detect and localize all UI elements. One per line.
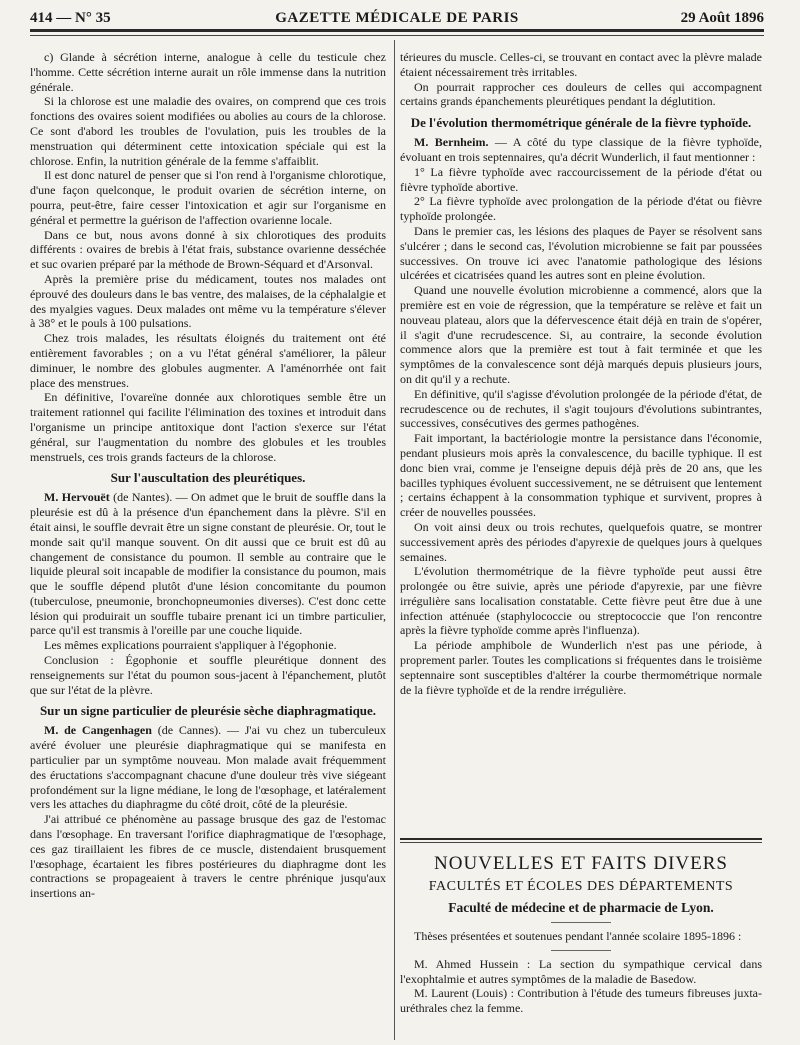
faculty-heading: Faculté de médecine et de pharmacie de Lyon. — [448, 900, 714, 915]
paragraph: L'évolution thermométrique de la fièvre typhoïde peut aussi être prolongée ou être suivie, après une période d'apyrexie, par une fièvre irrégulière sans localisation constatable. Cette fièvre peut être due à une infection atténuée (staphylococcie ou streptococcie que l'on rencontre après la fièvre typhoïde comme après l'influenza). — [400, 564, 762, 638]
news-subtitle: FACULTÉS ET ÉCOLES DES DÉPARTEMENTS — [428, 879, 734, 894]
paragraph: Si la chlorose est une maladie des ovaires, on comprend que ces trois fonctions des ovaires soient modifiées ou abolies au cours de la chlorose. Ce sont d'abord les troubles de l'ovulation, puis les troubles de la menstruation qui déterminent cette intoxication spéciale qui est la chlorose. Enfin, la nutrition générale de la femme s'affaiblit. — [30, 94, 386, 168]
section-title-pleuresie: Sur un signe particulier de pleurésie sèche diaphragmatique. — [39, 703, 377, 719]
paragraph-text: (de Nantes). — On admet que le bruit de souffle dans la pleurésie est dû à la présence d'un épanchement dans la plèvre. S'il en était ainsi, le souffle devrait être un signe constant de pleurésie. Or, tout le monde sait qu'il manque souvent. On dit aussi que ce bruit est dû au changement de consistance du poumon. Il semble au contraire que le liquide pleural soit incapable de modifier la consistance du poumon, mais que le souffle dépend plutôt d'une lésion concomitante du poumon (tuberculose, pneumonie, bronchopneumonies diverses). C'est donc cette lésion qui produirait un souffle tubaire prenant ici un timbre particulier, parce qu'il est transmis à l'oreille par une couche liquide. — [30, 490, 387, 638]
list-item: 1° La fièvre typhoïde avec raccourcissement de la période d'état ou fièvre typhoïde abortive. — [400, 164, 762, 194]
section-title-fievre-typhoide: De l'évolution thermométrique générale de la fièvre typhoïde. — [410, 115, 752, 131]
list-item: 2° La fièvre typhoïde avec prolongation de la période d'état ou fièvre typhoïde prolongée. — [400, 194, 762, 224]
paragraph-text: — A côté du type classique de la fièvre typhoïde, évoluant en trois septennaires, qu'a décrit Wunderlich, il faut mentionner : — [400, 135, 762, 164]
right-column — [400, 50, 762, 697]
short-divider — [551, 950, 611, 951]
issue-date: 29 Août 1896 — [680, 10, 764, 26]
news-rule-thick — [400, 838, 762, 840]
news-title: NOUVELLES ET FAITS DIVERS — [434, 853, 728, 874]
paragraph: Conclusion : Égophonie et souffle pleurétique donnent des renseignements sur l'état du poumon sous-jacent à l'épanchement, plutôt que sur l'état de la plèvre. — [30, 653, 386, 697]
paragraph: En définitive, l'ovareïne donnée aux chlorotiques semble être un traitement rationnel qui facilite l'élimination des toxines et introduit dans l'organisme un principe antitoxique dont l'action s'exerce sur l'état général, sur l'augmentation du nombre des globules et les troubles menstruels, ces trois grands facteurs de la chlorose. — [30, 390, 386, 464]
news-rule-thin — [400, 842, 762, 843]
short-divider — [551, 922, 611, 923]
speaker-name: M. Bernheim. — [414, 135, 489, 150]
paragraph: Les mêmes explications pourraient s'appliquer à l'égophonie. — [44, 638, 337, 653]
paragraph: On pourrait rapprocher ces douleurs de celles qui accompagnent certains grands épanchements pleurétiques pendant la déglutition. — [400, 79, 762, 109]
paragraph: Dans le premier cas, les lésions des plaques de Payer se résolvent sans s'ulcérer ; dans le second cas, l'évolution microbienne se fait par poussées successives. On trouve ici avec l'anatomie pathologique des lésions ulcérées et cicatrisées quand les autres sont en pleine évolution. — [400, 223, 762, 283]
paragraph: Il est donc naturel de penser que si l'on rend à l'organisme chlorotique, d'une façon quelconque, le produit ovarien de sécrétion interne, on pourra, peut-être, faire cesser l'intoxication et agir sur l'organisme en général et permettre la guérison de l'affection ovarienne locale. — [30, 168, 386, 227]
paragraph: Après la première prise du médicament, toutes nos malades ont éprouvé des douleurs dans le bas ventre, des malaises, de la céphalalgie et des myalgies vagues. Deux malades ont même vu la température s'élever à 38° et le pouls à 100 pulsations. — [30, 271, 386, 331]
section-title-auscultation: Sur l'auscultation des pleurétiques. — [110, 470, 306, 486]
column-divider — [394, 40, 395, 1040]
thesis-entry: M. Laurent (Louis) : Contribution à l'étude des tumeurs fibreuses juxta-uréthrales chez la femme. — [400, 986, 762, 1016]
header-rule-thick — [30, 29, 764, 32]
paragraph: Fait important, la bactériologie montre la persistance dans l'économie, pendant plusieurs mois après la convalescence, du bacille typhique. Il est donc bien vrai, comme je l'enseigne depuis déjà près de 20 ans, que les bacilles typhiques évoluent successivement, ne se détruisent que lentement ; certains échappent à la consommation typhique et survivent, propres à créer de nouvelles poussées. — [400, 431, 762, 520]
paragraph — [30, 723, 386, 812]
paragraph: Dans ce but, nous avons donné à six chlorotiques des produits différents : ovaires de brebis à l'état frais, substance ovarienne desséchée et suc ovarien préparé par la méthode de Brown-Séquard et d'Arsonval. — [30, 227, 386, 272]
paragraph: c) Glande à sécrétion interne, analogue à celle du testicule chez l'homme. Cette sécrétion interne aurait un rôle immense dans la nutrition générale. — [30, 50, 386, 94]
paragraph — [400, 135, 762, 165]
paragraph: Thèses présentées et soutenues pendant l'année scolaire 1895-1896 : — [414, 929, 742, 943]
thesis-entry: M. Ahmed Hussein : La section du sympathique cervical dans l'exophtalmie et autres symptômes de la maladie de Basedow. — [400, 956, 762, 986]
paragraph: Chez trois malades, les résultats éloignés du traitement ont été entièrement favorables ; on a vu l'état général s'améliorer, la pâleur diminuer, le nombre des globules augmenter. A l'aménorrhée ont fait place des menstrues. — [30, 331, 386, 390]
paragraph: La période amphibole de Wunderlich n'est pas une période, à proprement parler. Toutes les complications si fréquentes dans le troisième septennaire sont susceptibles d'altérer la courbe thermométrique normale de la fièvre typhoïde et de la rendre irrégulière. — [400, 638, 762, 697]
paragraph: térieures du muscle. Celles-ci, se trouvant en contact avec la plèvre malade étaient nécessairement très irritables. — [400, 50, 762, 79]
page-number: 414 — N° 35 — [30, 10, 111, 26]
paragraph — [30, 490, 386, 638]
journal-title: GAZETTE MÉDICALE DE PARIS — [275, 10, 519, 26]
speaker-name: M. de Cangenhagen — [44, 723, 152, 738]
paragraph: On voit ainsi deux ou trois rechutes, quelquefois quatre, se montrer successivement après des périodes d'apyrexie de quelques jours à quelques semaines. — [400, 519, 762, 564]
speaker-name: M. Hervouët — [44, 490, 110, 505]
news-section — [400, 838, 762, 1016]
paragraph-text: (de Cannes). — J'ai vu chez un tuberculeux avéré évoluer une pleurésie diaphragmatique qui se manifesta en particulier par un symptôme nouveau. Mon malade avait fréquemment des éructations s'accompagnant chacune d'une douleur très vive siégeant profondément sur la ligne médiane, le long de l'œsophage, et latéralement vers les attaches du diaphragme du côté droit, côté de la pleurésie. — [30, 723, 386, 812]
left-column — [30, 50, 386, 901]
paragraph: Quand une nouvelle évolution microbienne a commencé, alors que la première est en voie de régression, que la température se relève et fait un nouveau plateau, alors que la défervescence était déjà en train de s'opérer, il s'agit d'une recrudescence. Si, au contraire, la seconde évolution commence alors que la première est tout à fait terminée et que les symptômes de la convalescence sont déjà marqués depuis plusieurs jours, on dit qu'il y a rechute. — [400, 283, 762, 386]
header-rule-thin — [30, 35, 764, 36]
paragraph: En définitive, qu'il s'agisse d'évolution prolongée de la période d'état, de recrudescence ou de rechutes, il s'agit toujours d'évolutions subintrantes, successives, consécutives des germes pathogènes. — [400, 386, 762, 431]
paragraph: J'ai attribué ce phénomène au passage brusque des gaz de l'estomac dans l'œsophage. En traversant l'orifice diaphragmatique de l'œsophage, ces gaz tiraillaient les fibres de ce muscle, distendaient brusquement l'œsophage, écartaient les fibres postérieures du diaphragme dont les contractions se propageaient à travers le centre phrénique jusqu'aux insertions an- — [30, 812, 386, 901]
